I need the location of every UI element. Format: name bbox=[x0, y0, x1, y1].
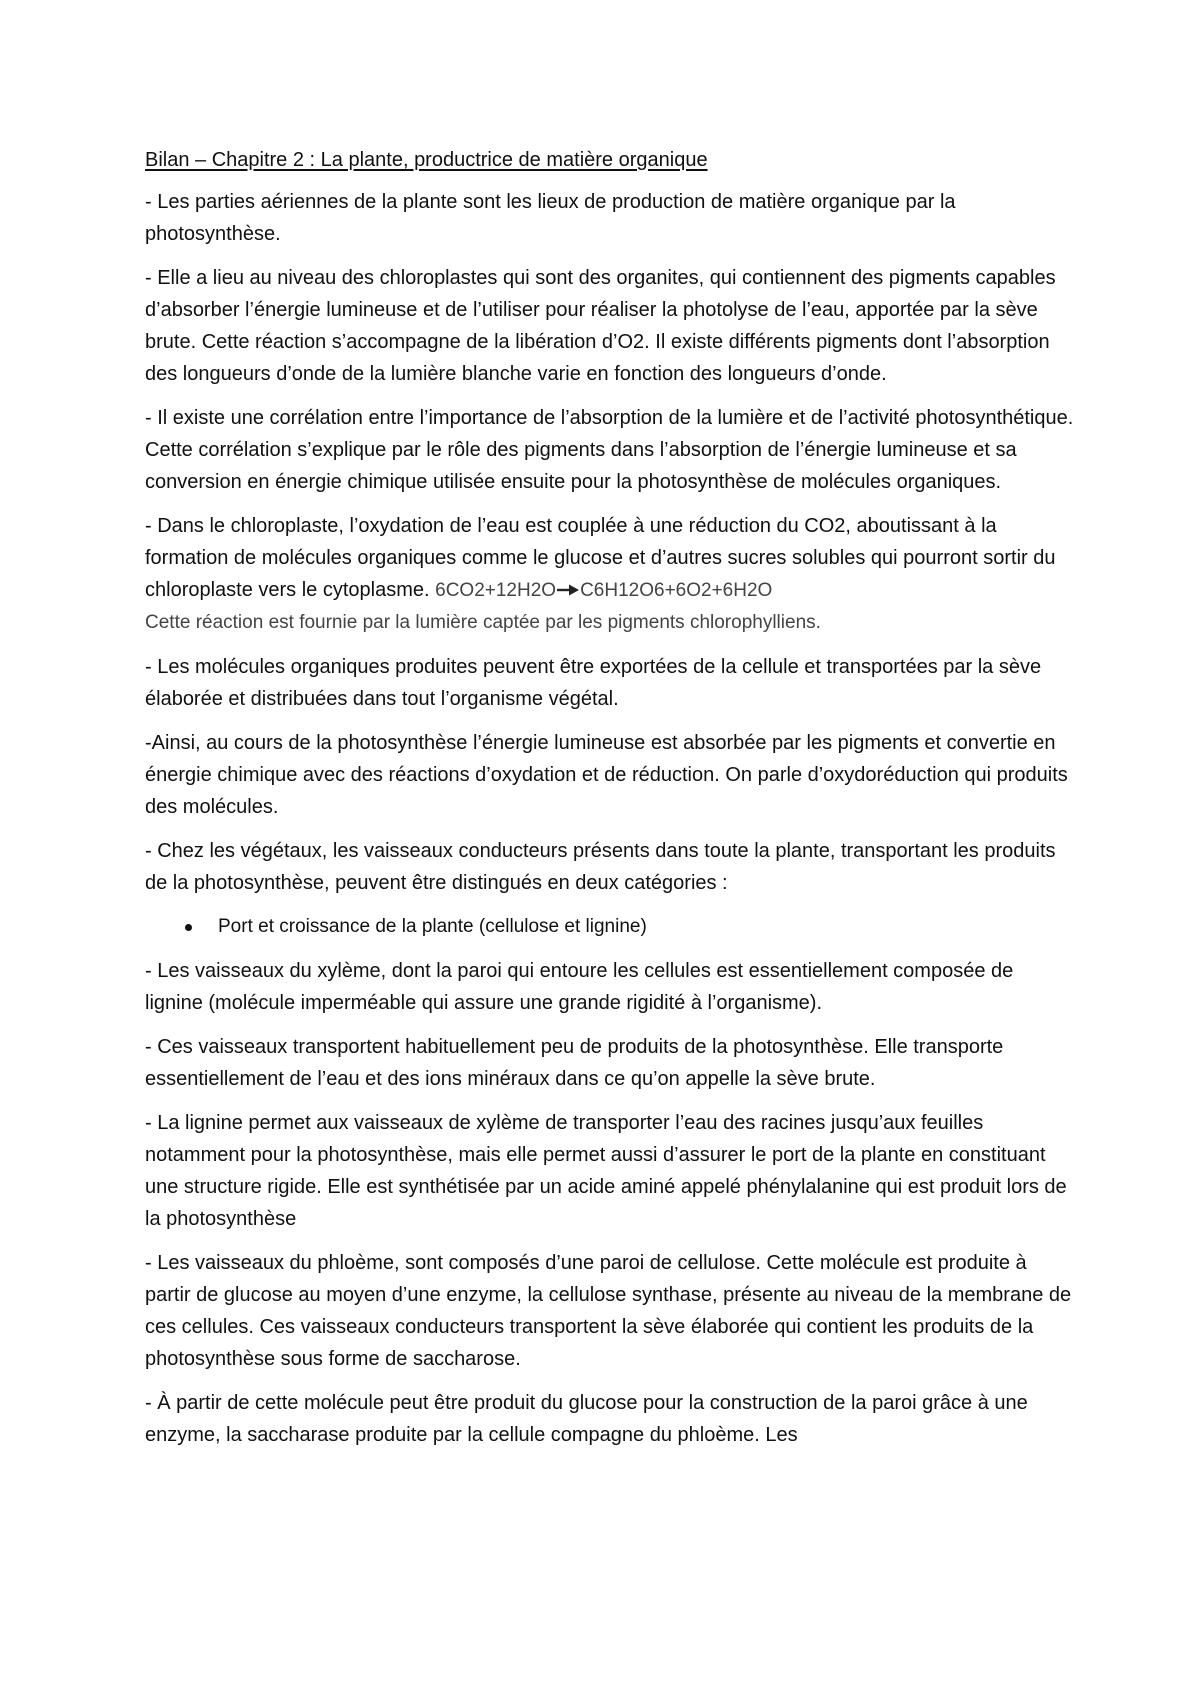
reaction-paragraph-text: - Dans le chloroplaste, l’oxydation de l’eau est couplée à une réduction du CO2, aboutissant à la formation de molécules organiques comme le glucose et d’autres sucres solubles qui pourront sortir du chloroplaste vers le cytoplasme. bbox=[145, 515, 1056, 601]
paragraph: - Les molécules organiques produites peuvent être exportées de la cellule et transportées par la sève élaborée et distribuées dans tout l’organisme végétal. bbox=[145, 656, 1042, 710]
bullet-list bbox=[145, 911, 1075, 943]
paragraph: -Ainsi, au cours de la photosynthèse l’énergie lumineuse est absorbée par les pigments et convertie en énergie chimique avec des réactions d’oxydation et de réduction. On parle d’oxydoréduction qui produits des molécules. bbox=[145, 732, 1068, 818]
paragraph: - Les vaisseaux du phloème, sont composés d’une paroi de cellulose. Cette molécule est produite à partir de glucose au moyen d’une enzyme, la cellulose synthase, présente au niveau de la membrane de ces cellules. Ces vaisseaux conducteurs transportent la sève élaborée qui contient les produits de la photosynthèse sous forme de saccharose. bbox=[145, 1252, 1072, 1370]
paragraph: - À partir de cette molécule peut être produit du glucose pour la construction de la paroi grâce à une enzyme, la saccharase produite par la cellule compagne du phloème. Les bbox=[145, 1392, 1028, 1446]
paragraph: - Chez les végétaux, les vaisseaux conducteurs présents dans toute la plante, transportant les produits de la photosynthèse, peuvent être distingués en deux catégories : bbox=[145, 840, 1056, 894]
paragraph: - Les parties aériennes de la plante sont les lieux de production de matière organique par la photosynthèse. bbox=[145, 191, 956, 245]
paragraph: - Il existe une corrélation entre l’importance de l’absorption de la lumière et de l’activité photosynthétique. Cette corrélation s’explique par le rôle des pigments dans l’absorption de l’énergie lumineuse et sa conversion en énergie chimique utilisée ensuite pour la photosynthèse de molécules organiques. bbox=[145, 407, 1074, 493]
paragraph: - Ces vaisseaux transportent habituellement peu de produits de la photosynthèse. Elle transporte essentiellement de l’eau et des ions minéraux dans ce qu’on appelle la sève brute. bbox=[145, 1036, 1004, 1090]
paragraph: - Les vaisseaux du xylème, dont la paroi qui entoure les cellules est essentiellement composée de lignine (molécule imperméable qui assure une grande rigidité à l’organisme). bbox=[145, 960, 1014, 1014]
paragraph: - La lignine permet aux vaisseaux de xylème de transporter l’eau des racines jusqu’aux feuilles notamment pour la photosynthèse, mais elle permet aussi d’assurer le port de la plante en constituant une structure rigide. Elle est synthétisée par un acide aminé appelé phénylalanine qui est produit lors de la photosynthèse bbox=[145, 1112, 1067, 1230]
equation-left: 6CO2+12H2O bbox=[435, 580, 557, 601]
reaction-paragraph bbox=[145, 510, 1075, 639]
equation-note: Cette réaction est fournie par la lumière captée par les pigments chlorophylliens. bbox=[145, 612, 821, 633]
list-item-text: Port et croissance de la plante (cellulose et lignine) bbox=[218, 916, 647, 937]
equation-right: C6H12O6+6O2+6H2O bbox=[580, 580, 773, 601]
paragraph: - Elle a lieu au niveau des chloroplastes qui sont des organites, qui contiennent des pigments capables d’absorber l’énergie lumineuse et de l’utiliser pour réaliser la photolyse de l’eau, apportée par la sève brute. Cette réaction s’accompagne de la libération d’O2. Il existe différents pigments dont l’absorption des longueurs d’onde de la lumière blanche varie en fonction des longueurs d’onde. bbox=[145, 267, 1056, 385]
bullet-icon bbox=[185, 924, 192, 931]
document-title: Bilan – Chapitre 2 : La plante, productrice de matière organique bbox=[145, 149, 708, 171]
arrow-right-icon bbox=[556, 583, 580, 597]
document-page bbox=[145, 144, 1075, 1463]
list-item bbox=[145, 911, 1075, 943]
